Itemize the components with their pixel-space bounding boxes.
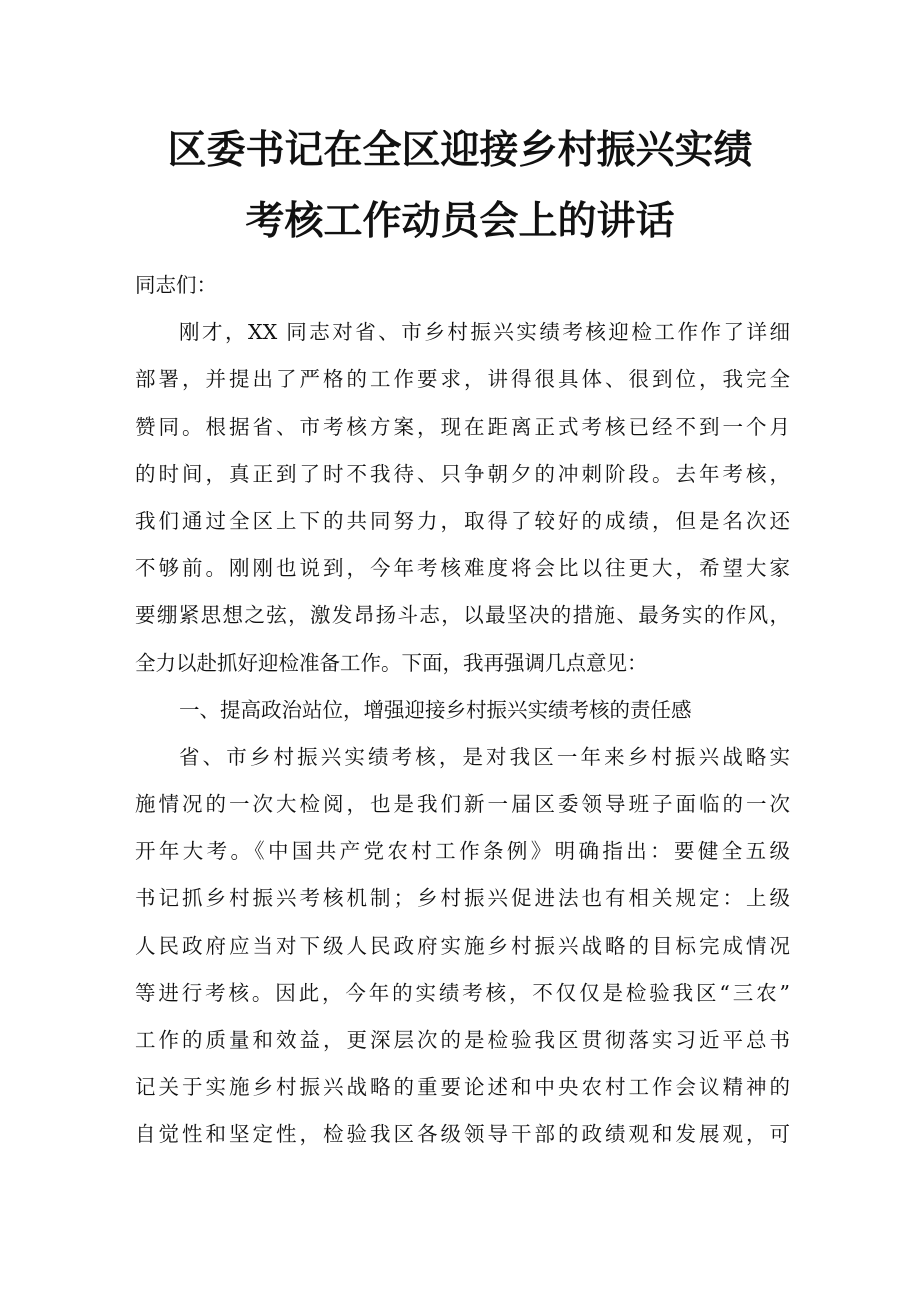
body-line: 开年大考。《中国共产党农村工作条例》明确指出：要健全五级: [135, 839, 790, 864]
body-line: 刚才，XX 同志对省、市乡村振兴实绩考核迎检工作作了详细: [179, 320, 790, 345]
body-line: 不够前。刚刚也说到，今年考核难度将会比以往更大，希望大家: [135, 556, 790, 581]
body-line: 我们通过全区上下的共同努力，取得了较好的成绩，但是名次还: [135, 508, 790, 533]
body-line: 的时间，真正到了时不我待、只争朝夕的冲刺阶段。去年考核，: [135, 461, 790, 486]
section-heading: 一、提高政治站位，增强迎接乡村振兴实绩考核的责任感: [179, 697, 692, 722]
body-line: 工作的质量和效益，更深层次的是检验我区贯彻落实习近平总书: [135, 1028, 790, 1052]
body-line: 要绷紧思想之弦，激发昂扬斗志，以最坚决的措施、最务实的作风，: [135, 603, 790, 628]
body-line: 赞同。根据省、市考核方案，现在距离正式考核已经不到一个月: [135, 414, 790, 439]
document-title-line-2: 考核工作动员会上的讲话: [245, 199, 675, 244]
body-line: 书记抓乡村振兴考核机制；乡村振兴促进法也有相关规定：上级: [135, 886, 790, 911]
body-line: 人民政府应当对下级人民政府实施乡村振兴战略的目标完成情况: [135, 933, 790, 958]
body-line: 记关于实施乡村振兴战略的重要论述和中央农村工作会议精神的: [135, 1075, 790, 1100]
body-line: 省、市乡村振兴实绩考核，是对我区一年来乡村振兴战略实: [179, 744, 790, 769]
body-line: 全力以赴抓好迎检准备工作。下面，我再强调几点意见：: [135, 650, 648, 675]
document-title-line-1: 区委书记在全区迎接乡村振兴实绩: [167, 128, 753, 173]
body-line: 部署，并提出了严格的工作要求，讲得很具体、很到位，我完全: [135, 367, 790, 392]
document-body: [135, 268, 790, 1165]
body-line: 施情况的一次大检阅，也是我们新一届区委领导班子面临的一次: [135, 792, 790, 817]
body-line: 等进行考核。因此，今年的实绩考核，不仅仅是检验我区“三农”: [135, 980, 790, 1005]
body-line: 自觉性和坚定性，检验我区各级领导干部的政绩观和发展观，可: [135, 1122, 790, 1147]
salutation: 同志们：: [135, 273, 217, 297]
